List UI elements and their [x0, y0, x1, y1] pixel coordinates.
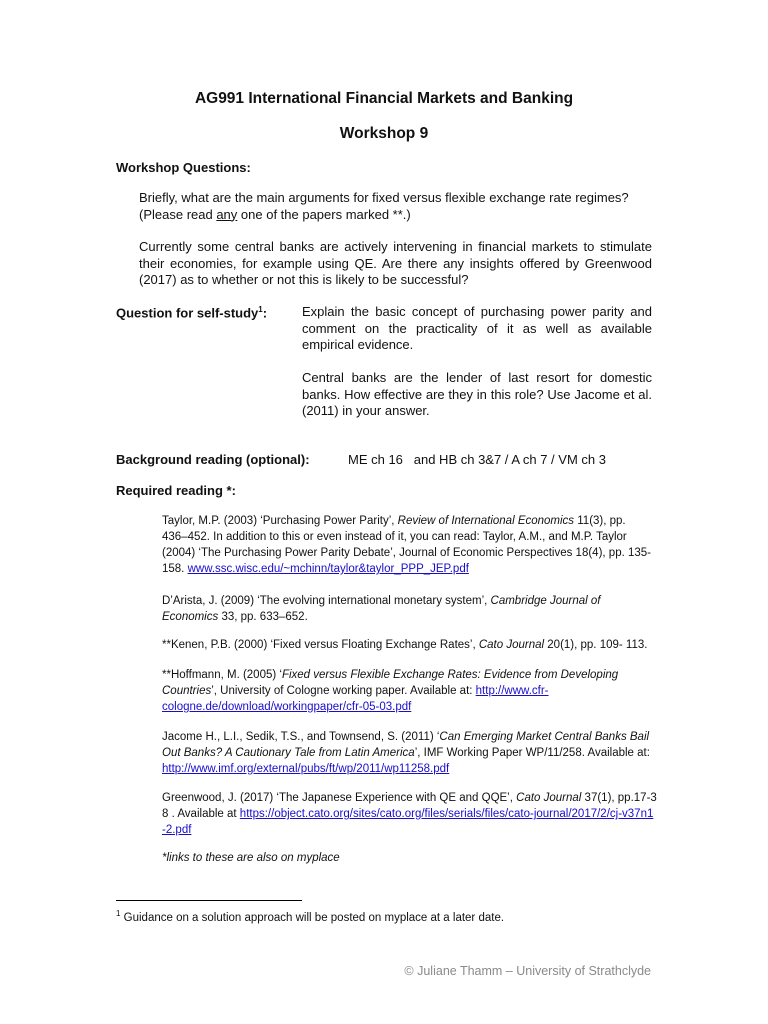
reference-kenen: **Kenen, P.B. (2000) ‘Fixed versus Floating Exchange Rates’, Cato Journal 20(1), pp. 109- 113.: [162, 639, 648, 651]
greenwood-link[interactable]: https://object.cato.org/sites/cato.org/files/serials/files/cato-journal/2017/2/cj-v37n1-2.pdf: [162, 808, 654, 836]
self-study-question-2: Central banks are the lender of last resort for domestic banks. How effective are they in this role? Use Jacome et al. (2011) in your answer.: [302, 370, 652, 418]
jacome-link[interactable]: http://www.imf.org/external/pubs/ft/wp/2011/wp11258.pdf: [162, 763, 450, 775]
reference-hoffmann: **Hoffmann, M. (2005) ‘Fixed versus Flexible Exchange Rates: Evidence from Developing Countries’, University of Cologne working paper. Available at: http://www.cfr-cologne.de/download/workingpaper/cfr-05-03.pdf: [162, 669, 619, 713]
links-note: *links to these are also on myplace: [162, 852, 340, 864]
required-reading-heading: Required reading *:: [116, 483, 236, 498]
self-study-question-1: Explain the basic concept of purchasing power parity and comment on the practicality of it as well as available empirical evidence.: [302, 304, 652, 352]
workshop-questions-heading: Workshop Questions:: [116, 160, 251, 175]
reference-greenwood: Greenwood, J. (2017) ‘The Japanese Experience with QE and QQE’, Cato Journal 37(1), pp.17-38 . Available at https://object.cato.org/sites/cato.org/files/serials/files/cato-journal/2017/2/cj-v37n1-2.pdf: [162, 792, 657, 836]
workshop-number: Workshop 9: [339, 125, 429, 142]
reference-taylor: Taylor, M.P. (2003) ‘Purchasing Power Parity’, Review of International Economics 11(3), pp. 436–452. In addition to this or even instead of it, you can read: Taylor, A.M., and M.P. Taylor (2004) ‘The Purchasing Power Parity Debate’, Journal of Economic Perspectives 18(4), pp. 135-158. www.ssc.wisc.edu/~mchinn/taylor&taylor_PPP_JEP.pdf: [162, 515, 651, 575]
hoffmann-link[interactable]: http://www.cfr-cologne.de/download/workingpaper/cfr-05-03.pdf: [162, 685, 549, 713]
question-1-line-2: (Please read any one of the papers marked **.): [139, 206, 411, 222]
self-study-label: Question for self-study$^1$:: [116, 305, 268, 321]
question-1-line-1: Briefly, what are the main arguments for fixed versus flexible exchange rate regimes?: [139, 190, 629, 205]
taylor-link[interactable]: www.ssc.wisc.edu/~mchinn/taylor&taylor_PPP_JEP.pdf: [187, 563, 469, 575]
question-2: Currently some central banks are actively intervening in financial markets to stimulate their economies, for example using QE. Are there any insights offered by Greenwood (2017) as to whether or not this is likely to be successful?: [139, 239, 652, 287]
copyright-footer: © Juliane Thamm – University of Strathclyde: [404, 964, 651, 978]
reference-jacome: Jacome H., L.I., Sedik, T.S., and Townsend, S. (2011) ‘Can Emerging Market Central Banks Bail Out Banks? A Cautionary Tale from Latin America’, IMF Working Paper WP/11/258. Available at: http://www.imf.org/external/pubs/ft/wp/2011/wp11258.pdf: [162, 731, 650, 775]
background-reading-label: Background reading (optional):: [116, 452, 310, 467]
reference-darista: D’Arista, J. (2009) ‘The evolving international monetary system’, Cambridge Journal of Economics 33, pp. 633–652.: [162, 595, 601, 623]
question-1: [139, 190, 659, 223]
footnote: $^1$ Guidance on a solution approach will be posted on myplace at a later date.: [116, 909, 505, 924]
page-title: AG991 International Financial Markets and Banking: [194, 90, 574, 107]
background-reading-value: ME ch 16 and HB ch 3&7 / A ch 7 / VM ch 3: [348, 452, 606, 467]
footnote-separator: [116, 900, 302, 901]
